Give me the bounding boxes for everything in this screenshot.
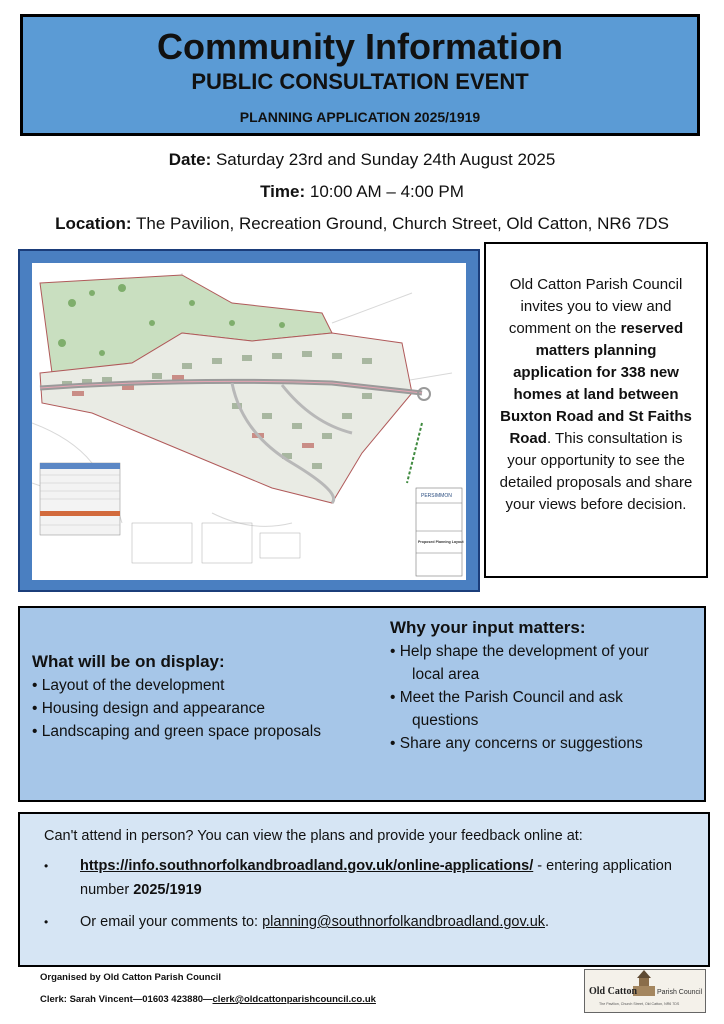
parish-council-logo (584, 969, 706, 1013)
why-list (390, 640, 700, 755)
developer-logo: PERSIMMON (421, 493, 452, 499)
event-date (0, 150, 724, 170)
clerk-email-link[interactable]: clerk@oldcattonparishcouncil.co.uk (212, 994, 376, 1005)
list-item-continued: questions (412, 712, 479, 729)
list-item: • Housing design and appearance (32, 697, 382, 720)
list-item: • Landscaping and green space proposals (32, 720, 382, 743)
clerk-details: Clerk: Sarah Vincent—01603 423880— (40, 994, 213, 1005)
intro-text-start: Old Catton Parish Council invites you to view and comment on the (508, 276, 683, 337)
date-value: Saturday 23rd and Sunday 24th August 2025 (211, 150, 556, 169)
display-heading: What will be on display: (32, 652, 225, 671)
event-time (0, 182, 724, 202)
location-value: The Pavilion, Recreation Ground, Church Street, Old Catton, NR6 7DS (131, 214, 669, 233)
planning-portal-link[interactable]: https://info.southnorfolkandbroadland.gov.uk/online-applications/ (80, 858, 534, 874)
site-plan-image (18, 249, 480, 592)
online-feedback-panel (18, 812, 710, 967)
time-label: Time: (260, 182, 306, 201)
intro-text-end: . This consultation is your opportunity to see the detailed proposals and share your views before decision. (499, 430, 693, 513)
list-item-continued: local area (412, 666, 480, 683)
time-value: 10:00 AM – 4:00 PM (305, 182, 464, 201)
intro-description (484, 242, 708, 578)
email-suffix: . (545, 914, 550, 930)
display-list (32, 674, 382, 743)
list-item (58, 854, 708, 902)
why-section (390, 618, 700, 755)
drawing-title: Proposed Planning Layout (418, 540, 464, 544)
online-intro: Can't attend in person? You can view the plans and provide your feedback online at: (44, 828, 583, 844)
site-plan-drawing (32, 263, 466, 580)
planning-reference: PLANNING APPLICATION 2025/1919 (239, 109, 481, 125)
location-label: Location: (55, 214, 132, 233)
church-emblem-icon (585, 970, 705, 1012)
list-item: • Layout of the development (32, 674, 382, 697)
list-item (58, 910, 708, 934)
page-subtitle: PUBLIC CONSULTATION EVENT (191, 69, 529, 94)
logo-address: The Pavilion, Church Street, Old Catton, NR6 7DS (599, 1002, 680, 1006)
planning-email-link[interactable]: planning@southnorfolkandbroadland.gov.uk (262, 914, 546, 930)
logo-name-right: Parish Council (657, 989, 703, 996)
clerk-contact (40, 994, 376, 1005)
url-suffix: - entering application number (80, 858, 672, 898)
list-item (390, 732, 700, 755)
email-prefix: Or email your comments to: (80, 914, 263, 930)
logo-name-left: Old Catton (589, 986, 638, 997)
list-item-text: Help shape the development of your (399, 643, 649, 660)
list-item-text: Meet the Parish Council and ask (399, 689, 623, 706)
display-section (32, 652, 382, 743)
organiser-credit: Organised by Old Catton Parish Council (40, 972, 222, 983)
why-heading: Why your input matters: (390, 618, 586, 637)
site-layout-graphic (32, 263, 466, 580)
application-number: 2025/1919 (133, 882, 202, 898)
header-banner (20, 14, 700, 136)
display-and-input-panel (18, 606, 706, 802)
date-label: Date: (168, 150, 212, 169)
online-options (44, 854, 708, 934)
event-location (0, 214, 724, 234)
intro-text-bold: reserved matters planning application for 338 new homes at land between Buxton Road and St Faiths Road (500, 320, 692, 447)
list-item (390, 640, 700, 686)
list-item-text: Share any concerns or suggestions (399, 735, 643, 752)
page-title: Community Information (157, 26, 563, 67)
list-item (390, 686, 700, 732)
